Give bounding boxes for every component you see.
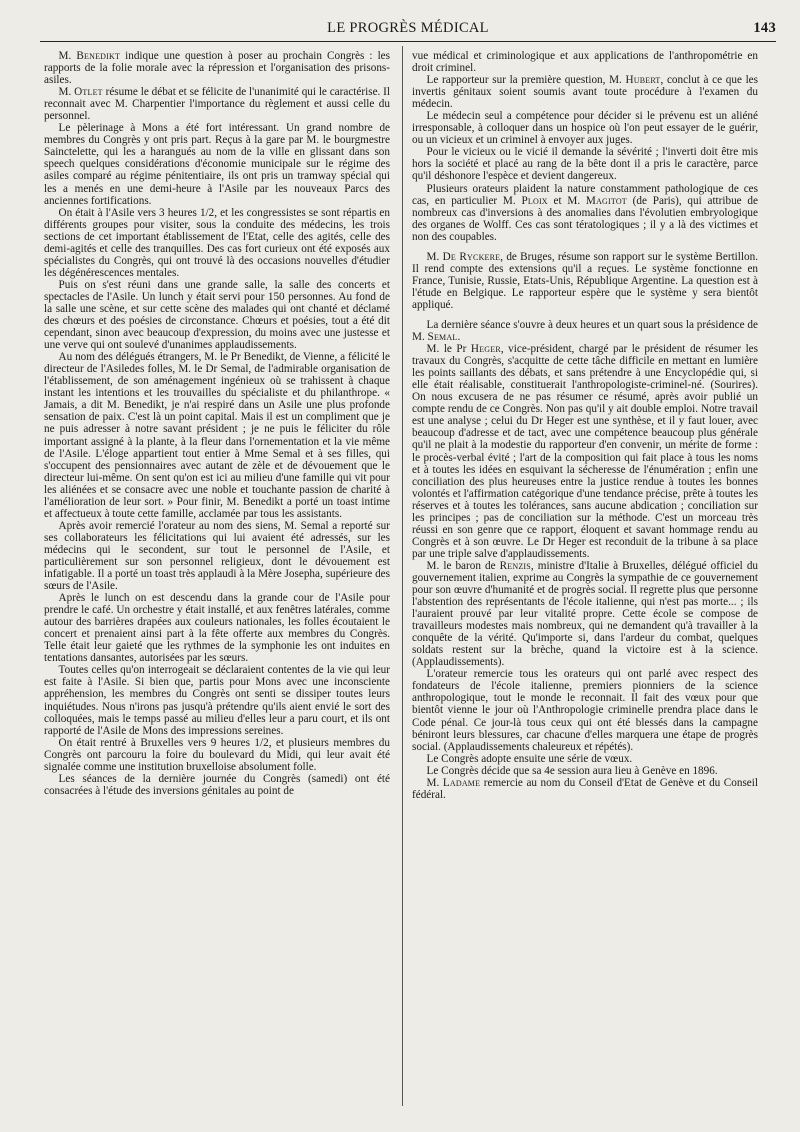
paragraph-text: , de Bruges, résume son rapport sur le système Bertillon. Il rend compte des extensions qu'il a reçues. Le système fonctionne en France, Tunisie, Russie, Etats-Unis, République Argentine. La question est à l'étude en Belgique. Le rapporteur espère que le système y sera bientôt appliqué. [412,250,758,311]
person-name: Ploix [521,194,548,207]
person-name: Renzis [499,559,531,572]
paragraph-text: Le Congrès décide que sa 4e session aura lieu à Genève en 1896. [426,764,718,777]
paragraph-text: résume le débat et se félicite de l'unanimité qui le caractérise. Il reconnait avec M. Charpentier l'importance du règlement et aussi celle du personnel. [44,86,390,123]
paragraph [44,50,390,86]
paragraph [44,737,390,773]
paragraph-text: Pour le vicieux ou le vicié il demande la sévérité ; l'inverti doit être mis hors la société et placé au rang de la bête dont il a pris le caractère, parce qu'il déshonore l'espèce et devient dangereux. [412,146,758,183]
paragraph-text: Après le lunch on est descendu dans la grande cour de l'Asile pour prendre le café. Un orchestre y était installé, et aux fenêtres latérales, comme autour des barrières drapées aux couleurs nationales, les folles écoutaient le concert et prenaient ainsi part à la fête offerte aux membres du Congrès. Telle était leur gaieté que les rythmes de la symphonie les ont induites en tentations dansantes, autorisées par les sœurs. [44,592,390,665]
person-name: Hubert [625,74,661,87]
paragraph [44,664,390,736]
paragraph-text: indique une question à poser au prochain Congrès : les rapports de la folie morale avec la répression et l'organisation des prisons-asiles. [44,50,391,87]
paragraph-text: et M. [547,194,586,207]
paragraph-lead: M. le baron de [426,559,500,572]
paragraph-text: Le Congrès adopte ensuite une série de vœux. [426,752,633,765]
person-name: Benedikt [76,50,121,62]
paragraph-lead: Plusieurs orateurs plaident la nature constamment pathologique de ces cas, en particulier M. [412,182,758,207]
paragraph-text: On était rentré à Bruxelles vers 9 heures 1/2, et plusieurs membres du Congrès ont parcouru la foire du boulevard du Midi, qui leur avait été signalée comme une institution bruxelloise absolument folle. [44,736,390,773]
paragraph-text: , vice-président, chargé par le président de résumer les travaux du Congrès, s'acquitte de cette tâche difficile en mettant en lumière les points saillants des débats, et sans prétendre à une Encyclopédie qui, si elle était réalisable, constituerait l'anthropologiste-criminel-né. (Sourires). On nous excusera de ne pas résumer ce résumé, après avoir publié un compte rendu de ce Congrès. Non pas qu'il y ait double emploi. Notre travail est une analyse ; celui du Dr Heger est une synthèse, et il y faut louer, avec beaucoup d'adresse et de tact, avec une compétence beaucoup plus générale qu'il ne plait à la modestie du rapporteur d'en convenir, un mérite de forme : le procès-verbal évité ; l'art de la composition qui fait place à tous les noms et à toutes les idées en esquivant la sécheresse de l'énumération ; enfin une conciliation des plus heureuses entre la justice rendue à toutes les bonnes volontés et l'affirmation catégorique d'une tendance précise, prête à toutes les réserves et à toutes les tolérances, sans aucune abdication ; conciliation sur les principes ; pas de conciliation sur la méthode. C'est un morceau très réussi en son genre que ce rapport, éloquent et savant hommage rendu au Congrès et à son œuvre. Le Dr Heger est reconduit de la tribune à sa place par une triple salve d'applaudissements. [412,343,759,560]
person-name: Heger [470,343,501,356]
paragraph [44,122,390,206]
paragraph-text: . [457,331,461,344]
paragraph [412,343,758,560]
paragraph [412,50,758,74]
person-name: Magitot [585,194,627,207]
person-name: De Ryckere [442,250,501,263]
paragraph-text: On était à l'Asile vers 3 heures 1/2, et les congressistes se sont répartis en différents groupes pour visiter, sous la conduite des médecins, les trois sections de cet important établissement de l'Etat, celle des agités, celle des demi-agités et celle des tranquilles. Des cas fort curieux ont été exposés aux spécialistes du Congrès, qui ont trouvé là des occasions nouvelles d'étudier les dégénérescences mentales. [44,206,390,279]
paragraph [412,251,758,311]
paragraph [412,765,758,777]
paragraph [44,351,390,520]
paragraph-lead: Le rapporteur sur la première question, M. [426,74,626,87]
paragraph-text: (de Paris), qui attribue de nombreux cas d'inversions à des anomalies dans l'évolutien embryologique des organes de Wolff. Ces cas sont tératologiques ; il y a là des victimes et non des coupables. [412,194,758,243]
left-column [44,50,390,797]
paragraph-text: vue médical et criminologique et aux applications de l'anthropométrie en droit criminel. [412,50,758,75]
paragraph-text: , conclut à ce que les invertis génitaux soient soumis avant toute procédure à l'examen du médecin. [412,74,758,111]
person-name: Semal [427,331,458,344]
paragraph-lead: M. [58,50,77,62]
paragraph [44,520,390,592]
paragraph [412,110,758,146]
paragraph [412,74,758,110]
paragraph [412,183,758,243]
paragraph-lead: M. [58,86,75,99]
paragraph-text: , ministre d'Italie à Bruxelles, délégué officiel du gouvernement italien, exprime au Congrès la sympathie de ce gouvernement pour son œuvre d'humanité et de progrès social. Il regrette plus que personne l'abstention des représentants de l'école italienne, qui n'est pas morte... ; ils l'auraient prouvé par leur vitalité propre. Cette école se compose de travailleurs modestes mais nombreux, qui ne demandent qu'à travailler à la conquête de la vérité. Qu'importe si, dans l'ardeur du combat, quelques soldats restent sur la brèche, quand la victoire est à la science. (Applaudissements). [412,559,759,669]
paragraph-text: Après avoir remercié l'orateur au nom des siens, M. Semal a reporté sur ses collaborateurs les félicitations qui lui avaient été adressés, sur les médecins qui le secondent, sur tout le personnel de l'Asile, et particulièrement sur son personnel religieux, dont le dévouement est infatigable. Il a porté un toast très applaudi à la Mère Josepha, supérieure des sœurs de l'Asile. [44,519,390,593]
person-name: Otlet [74,86,103,99]
paragraph [412,560,758,668]
paragraph-text: Le médecin seul a compétence pour décider si le prévenu est un aliéné irresponsable, à colloquer dans un hospice où l'on peut essayer de le guérir, ou un vicieux et un criminel à envoyer aux juges. [412,110,758,147]
paragraph-text: Les séances de la dernière journée du Congrès (samedi) ont été consacrées à l'étude des inversions génitales au point de [44,772,390,797]
page-number: 143 [753,20,776,36]
journal-title: LE PROGRÈS MÉDICAL [327,20,489,36]
paragraph-lead: M. le Pr [426,343,471,356]
paragraph-lead: M. [426,250,443,263]
paragraph-text: L'orateur remercie tous les orateurs qui ont parlé avec respect des fondateurs de l'école italienne, premiers pionniers de la science anthropologique, tout le monde le reconnait. Il fait des vœux pour que bientôt vienne le jour où l'Anthropologie criminelle prendra place dans le Code pénal. Ce jour-là tous ceux qui ont été blessés dans la campagne béniront leurs blessures, car chacune d'elles marquera une étape de progrès social. (Applaudissements chaleureux et répétés). [412,668,758,753]
paragraph [412,668,758,752]
running-head [40,19,776,42]
paragraph [44,592,390,664]
paragraph-text: remercie au nom du Conseil d'Etat de Genève et du Conseil fédéral. [412,776,758,801]
paragraph-text: Toutes celles qu'on interrogeait se déclaraient contentes de la vie qui leur est faite à l'Asile. Si bien que, partis pour Mons avec une inconsciente appréhension, les membres du Congrès ont senti se dissiper toutes leurs inquiétudes. Nous n'irons pas jusqu'à prétendre qu'ils aient envié le sort des colloquées, mais le temps passé au milieu d'elles leur a paru court, et ils ont rapporté de l'Asile de Mons des impressions sereines. [44,664,390,737]
paragraph-text: Au nom des délégués étrangers, M. le Pr Benedikt, de Vienne, a félicité le directeur de l'Asiledes folles, M. le Dr Semal, de l'admirable organisation de l'établissement, de son aménagement ingénieux où se trahissent à chaque instant les intentions et les trouvailles du spécialiste et du philanthrope. « Jamais, a dit M. Benedikt, je n'ai respiré dans un Asile une plus profonde sensation de paix. C'est là un point capital. Mais il est un compliment que je ne puis adresser à notre savant président ; je ne puis le féliciter du rôle important assigné à la plante, à la fleur dans l'ornementation et la vie même de l'Asile. L'éloge appartient tout entier à Mme Semal et à ses filles, qui s'occupent des pensionnaires avec autant de zèle et de dévouement que le directeur lui-même. On sent qu'on est ici au milieu d'une famille qui vit pour les aliénées et se consacre avec une noble et touchante passion de charité à l'amélioration de leur sort. » Pour finir, M. Benedikt a porté un toast intime et affectueux à toute cette famille, acclamée par tous les assistants. [44,351,390,520]
paragraph [412,777,758,801]
paragraph-text: Puis on s'est réuni dans une grande salle, la salle des concerts et spectacles de l'Asile. Un lunch y était servi pour 150 personnes. Au fond de la salle une scène, et sur cette scène des malades qui ont chanté et déclamé des chœurs et des poésies de circonstance. Chœurs et poésies, tout a été dit cependant, sinon avec beaucoup d'expression, du moins avec une justesse et une verve qui ont soulevé d'unanimes applaudissements. [44,278,390,352]
paragraph [412,146,758,182]
paragraph [412,753,758,765]
right-column [412,50,758,801]
paragraph-text: Le pèlerinage à Mons a été fort intéressant. Un grand nombre de membres du Congrès y ont pris part. Reçus à la gare par M. le bourgmestre Sainctelette, qui les a harangués au nom de la ville en glissant dans son speech quelques considérations d'économie municipale sur le régime des asiles comparé au régime pénitentiaire, ils ont pris un tramway spécial qui les a menés en une demi-heure à l'Asile par les nouveaux Parcs des anciennes fortifications. [44,122,390,207]
column-divider [402,46,403,1106]
paragraph [44,773,390,797]
paragraph [44,207,390,279]
person-name: Ladame [442,776,481,789]
paragraph [44,279,390,351]
paragraph-lead: La dernière séance s'ouvre à deux heures et un quart sous la présidence de M. [412,318,758,344]
paragraph-lead: M. [426,776,443,789]
paragraph [44,86,390,122]
paragraph [412,319,758,343]
